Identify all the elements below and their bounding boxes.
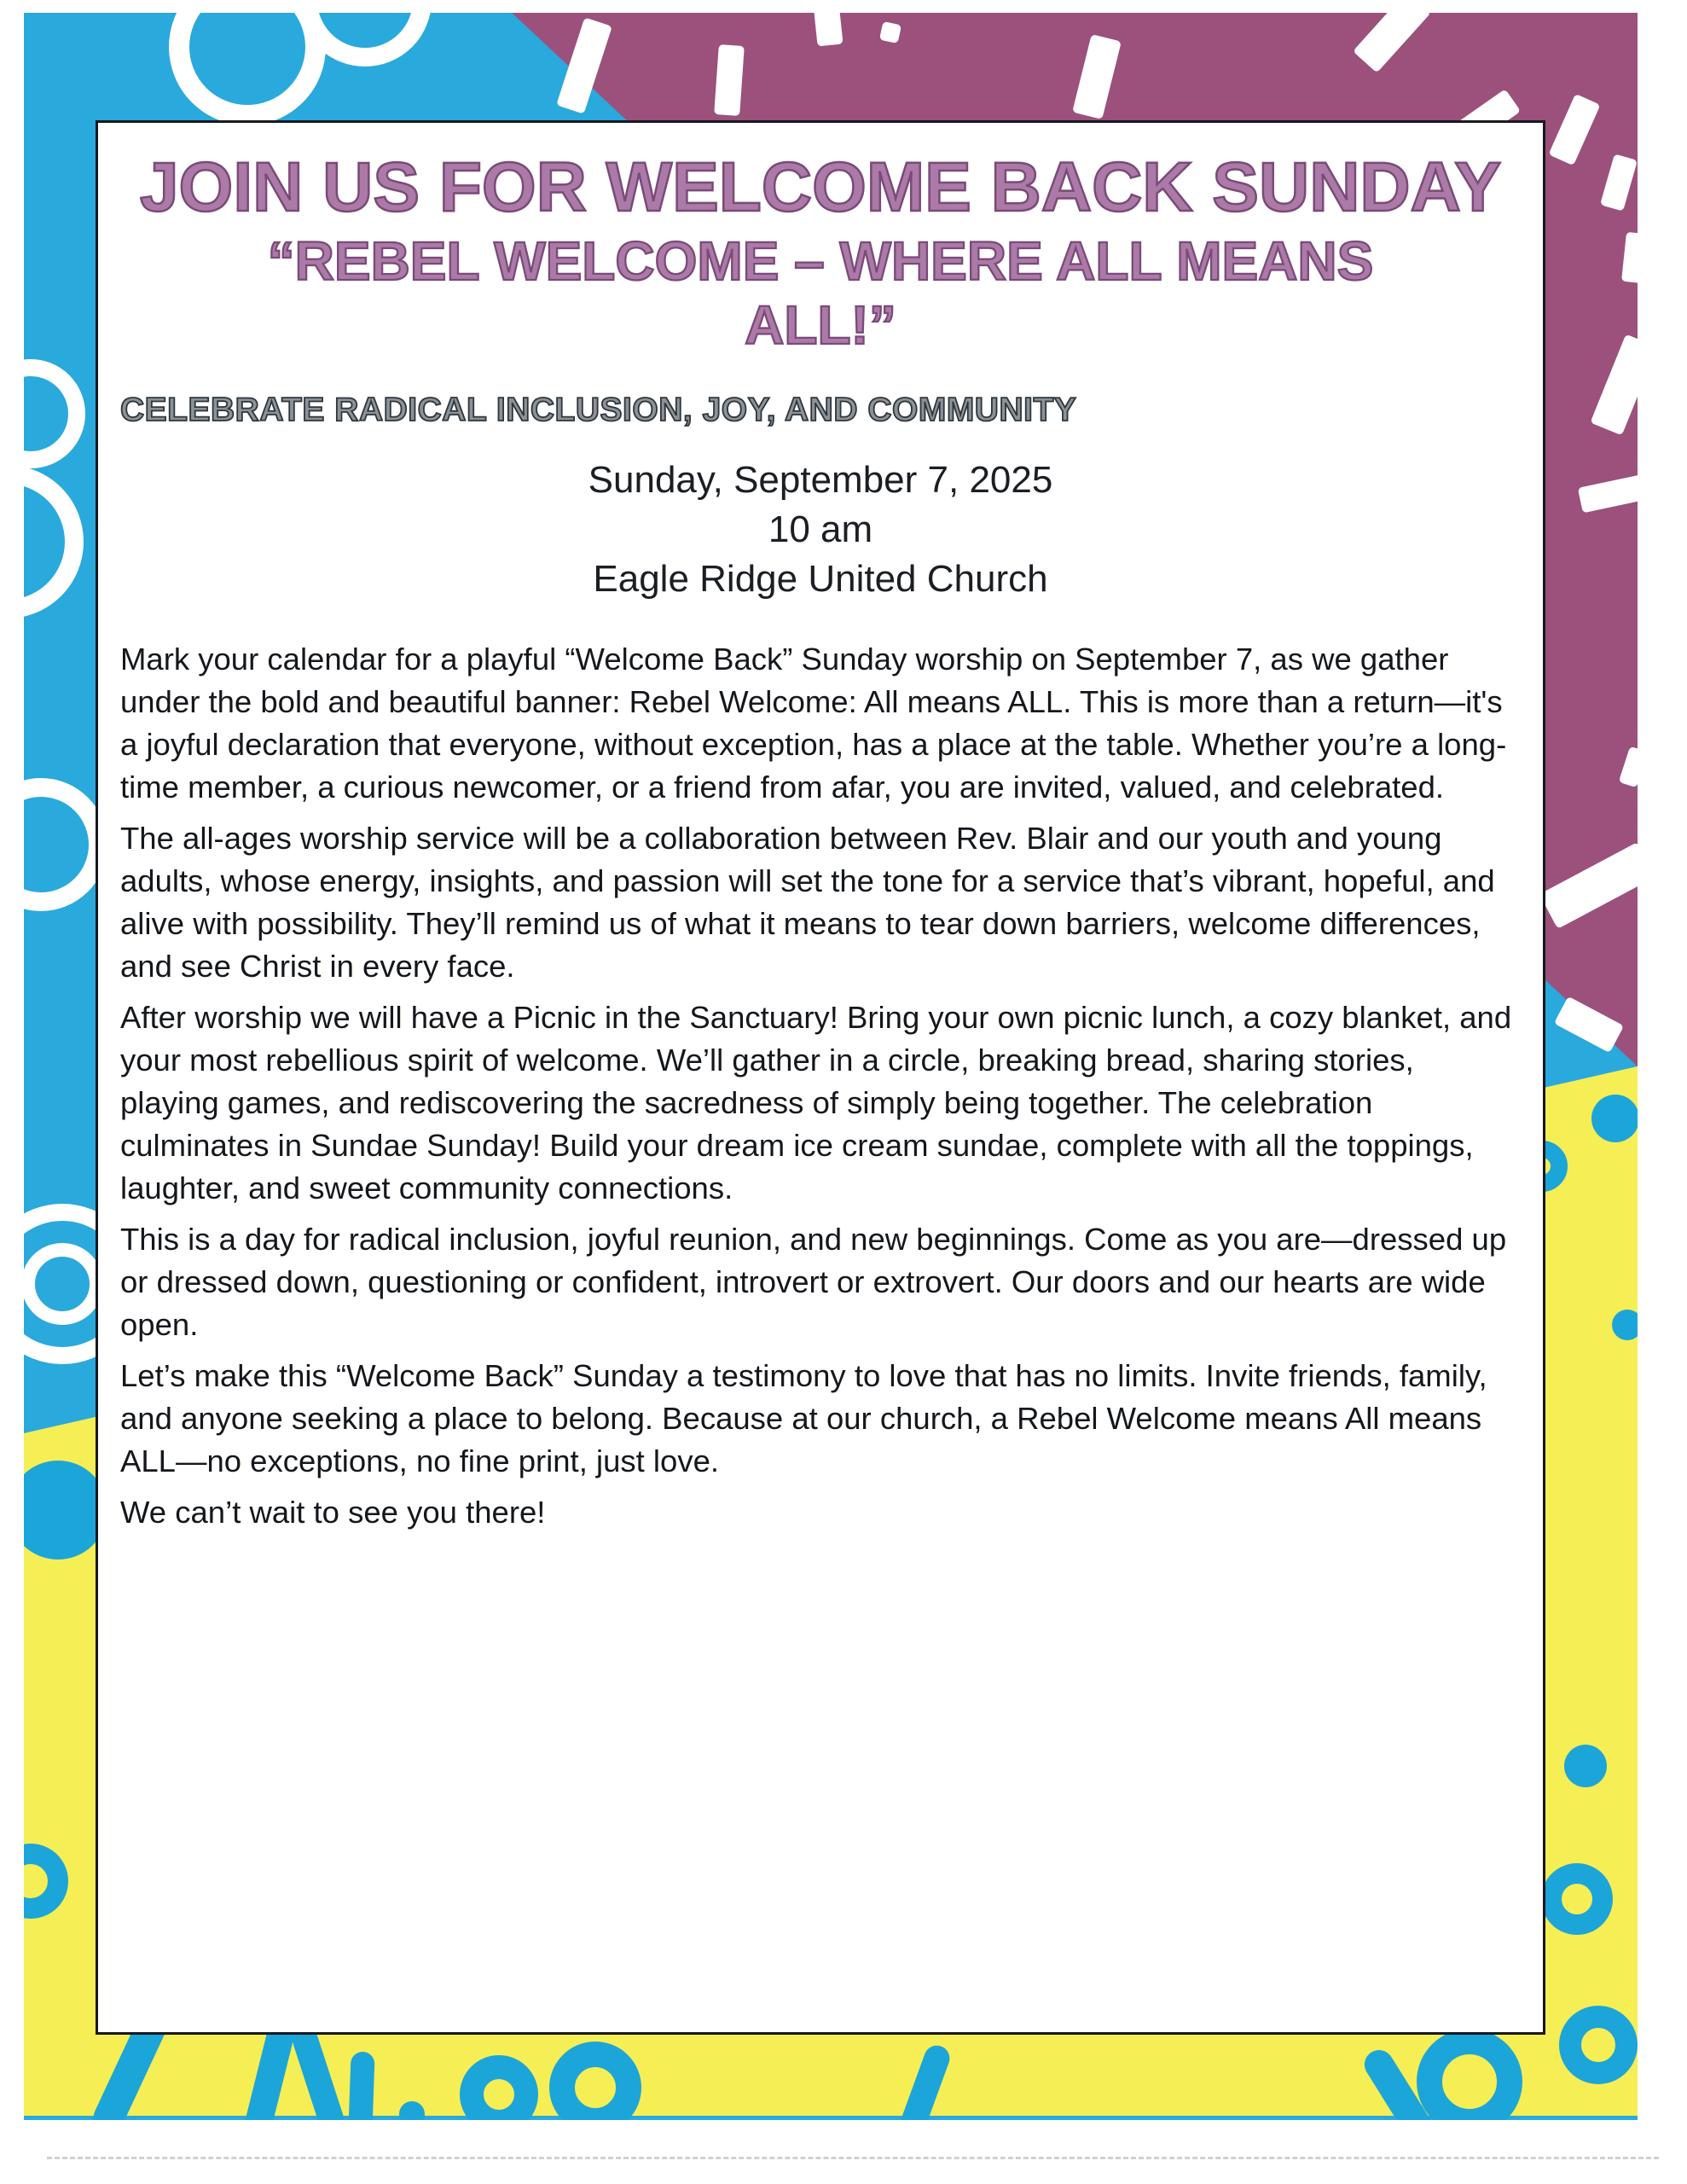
event-date: Sunday, September 7, 2025: [588, 459, 1053, 502]
main-title: JOIN US FOR WELCOME BACK SUNDAY: [139, 148, 1502, 226]
sub-title-line2: ALL!”: [745, 294, 896, 357]
event-time: 10 am: [768, 508, 873, 551]
white-ring-decoration: [169, 13, 326, 125]
body-text: [120, 638, 1521, 1534]
event-details: [120, 456, 1521, 604]
blue-dot-decoration: [399, 2101, 425, 2120]
confetti-decoration: [879, 21, 901, 44]
paragraph: The all-ages worship service will be a collaboration between Rev. Blair and our youth and young adults, whose energy, insights, and passion will set the tone for a service that’s vibrant, hopeful, and alive with possibility. They’ll remind us of what it means to tear down barriers, welcome differences, and see Christ in every face.: [120, 821, 1495, 985]
paragraph: After worship we will have a Picnic in the Sanctuary! Bring your own picnic lunch, a cozy blanket, and your most rebellious spirit of welcome. We’ll gather in a circle, breaking bread, sharing stories, playing games, and rediscovering the sacredness of simply being together. The celebration culminates in Sundae Sunday! Build your dream ice cream sundae, complete with all the toppings, laughter, and sweet community connections.: [120, 1000, 1512, 1206]
sub-title-line1: “REBEL WELCOME – WHERE ALL MEANS: [267, 229, 1374, 292]
blue-squiggle-decoration: [348, 2052, 374, 2120]
white-ring-decoration: [24, 1243, 103, 1325]
confetti-decoration: [813, 13, 843, 46]
scan-artifact-dashed-line: [47, 2157, 1659, 2159]
sub-title: [120, 229, 1521, 358]
paragraph: Mark your calendar for a playful “Welcome Back” Sunday worship on September 7, as we gather under the bold and beautiful banner: Rebel Welcome: All means ALL. This is more than a return—it's a joyful declaration that everyone, without exception, has a place at the table. Whether you’re a long-time member, a curious newcomer, or a friend from afar, you are invited, valued, and celebrated.: [120, 642, 1507, 805]
white-ring-decoration: [24, 359, 85, 468]
event-location: Eagle Ridge United Church: [593, 558, 1048, 601]
paragraph: This is a day for radical inclusion, joyful reunion, and new beginnings. Come as you are—dressed up or dressed down, questioning or confident, introvert or extrovert. Our doors and our hearts are wide open.: [120, 1222, 1507, 1343]
white-ring-decoration: [24, 465, 84, 619]
confetti-decoration: [714, 44, 745, 116]
blue-dot-decoration: [1612, 1310, 1638, 1340]
blue-arc-decoration: [1541, 1863, 1613, 1935]
blue-arc-decoration: [1559, 2006, 1638, 2084]
paragraph: We can’t wait to see you there!: [120, 1495, 546, 1531]
paragraph: Let’s make this “Welcome Back” Sunday a testimony to love that has no limits. Invite friends, family, and anyone seeking a place to belong. Because at our church, a Rebel Welcome means All means ALL—no exceptions, no fine print, just love.: [120, 1358, 1487, 1479]
blue-dot-decoration: [1564, 1745, 1607, 1787]
flyer-sheet: [96, 120, 1545, 2035]
blue-dot-decoration: [1591, 1095, 1638, 1142]
celebrate-heading: CELEBRATE RADICAL INCLUSION, JOY, AND COMMUNITY: [120, 391, 1077, 428]
